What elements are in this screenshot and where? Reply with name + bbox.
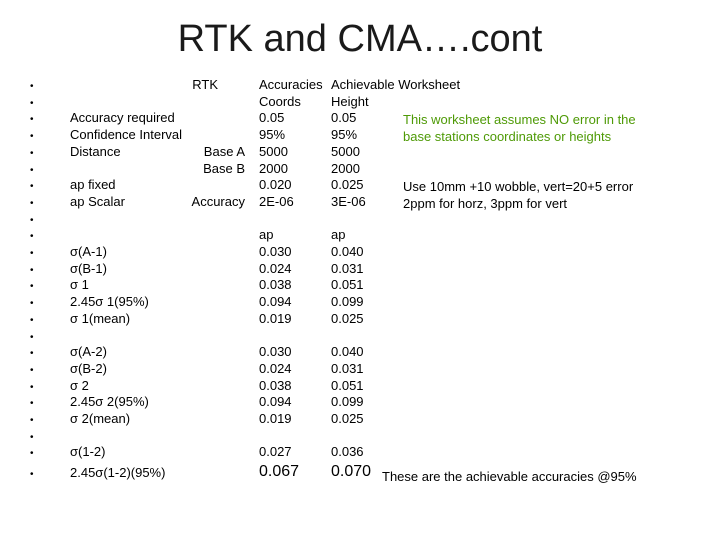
label-cell: σ(A-1) bbox=[70, 244, 107, 259]
coords-cell: 0.019 bbox=[259, 411, 292, 426]
bullet-icon: • bbox=[30, 431, 34, 443]
height-cell: 5000 bbox=[331, 143, 360, 159]
label-cell: σ(1-2) bbox=[70, 444, 106, 460]
coords-cell: 0.019 bbox=[259, 310, 292, 326]
height-cell: Achievable Worksheet bbox=[331, 77, 461, 92]
bullet-icon: • bbox=[30, 81, 34, 92]
height-cell: ap bbox=[331, 227, 346, 243]
height-cell: 2000 bbox=[331, 160, 360, 176]
bullet-icon: • bbox=[30, 97, 34, 109]
height-cell: 3E-06 bbox=[331, 193, 366, 209]
coords-cell: 0.038 bbox=[259, 377, 292, 393]
qualifier-cell: Accuracy bbox=[191, 193, 245, 209]
label-cell: 2.45σ(1-2)(95%) bbox=[70, 465, 166, 481]
ppm-note: 2ppm for horz, 3ppm for vert bbox=[403, 196, 568, 211]
label-cell: Accuracy required bbox=[70, 110, 175, 126]
label-cell: σ 2 bbox=[70, 377, 89, 393]
bullet-icon: • bbox=[30, 131, 34, 143]
qualifier-cell: RTK bbox=[192, 77, 218, 92]
bullet-icon: • bbox=[30, 314, 34, 326]
bullet-icon: • bbox=[30, 381, 34, 393]
coords-cell: 0.024 bbox=[259, 260, 292, 276]
slide-title: RTK and CMA….cont bbox=[177, 18, 543, 60]
label-cell: σ(B-1) bbox=[70, 260, 107, 276]
bullet-icon: • bbox=[30, 281, 34, 293]
height-cell: 0.025 bbox=[331, 411, 364, 426]
height-cell: Height bbox=[331, 93, 369, 109]
coords-cell: 5000 bbox=[259, 143, 288, 159]
height-cell: 0.031 bbox=[331, 360, 364, 376]
bullet-icon: • bbox=[30, 231, 34, 243]
height-cell: 0.051 bbox=[331, 377, 364, 393]
result-note: These are the achievable accuracies @95% bbox=[382, 469, 637, 484]
label-cell: σ(B-2) bbox=[70, 360, 107, 376]
worksheet-note-line-1: This worksheet assumes NO error in the bbox=[403, 112, 636, 127]
worksheet-note-line-2: base stations coordinates or heights bbox=[403, 129, 612, 144]
height-cell: 0.031 bbox=[331, 260, 364, 276]
label-cell: Confidence Interval bbox=[70, 127, 183, 143]
bullet-icon: • bbox=[30, 248, 34, 259]
qualifier-cell: Base B bbox=[203, 160, 245, 176]
bullet-icon: • bbox=[30, 364, 34, 376]
label-cell: σ(A-2) bbox=[70, 344, 107, 360]
coords-cell: 0.027 bbox=[259, 444, 292, 460]
coords-cell: 0.038 bbox=[259, 277, 292, 293]
height-cell: 0.05 bbox=[331, 110, 357, 126]
coords-cell: 0.05 bbox=[259, 110, 285, 126]
height-cell: 0.051 bbox=[331, 277, 364, 293]
coords-cell: 0.030 bbox=[259, 344, 292, 360]
coords-cell: Coords bbox=[259, 93, 301, 109]
height-cell: 0.070 bbox=[331, 463, 372, 481]
wobble-note: Use 10mm +10 wobble, vert=20+5 error bbox=[403, 179, 634, 194]
coords-cell: 95% bbox=[259, 127, 286, 143]
height-cell: 0.025 bbox=[331, 310, 364, 326]
bullet-icon: • bbox=[30, 197, 34, 209]
height-cell: 0.040 bbox=[331, 344, 364, 360]
label-cell: σ 1(mean) bbox=[70, 310, 131, 326]
height-cell: 95% bbox=[331, 127, 358, 143]
coords-cell: 0.094 bbox=[259, 294, 292, 310]
coords-cell: 0.067 bbox=[259, 463, 300, 481]
height-cell: 0.040 bbox=[331, 244, 364, 259]
bullet-icon: • bbox=[30, 448, 34, 460]
bullet-icon: • bbox=[30, 264, 34, 276]
label-cell: 2.45σ 1(95%) bbox=[70, 294, 149, 310]
bullet-icon: • bbox=[30, 298, 34, 310]
label-cell: ap Scalar bbox=[70, 193, 125, 209]
coords-cell: Accuracies bbox=[259, 77, 323, 92]
bullet-icon: • bbox=[30, 181, 34, 193]
bullet-icon: • bbox=[30, 147, 34, 159]
height-cell: 0.036 bbox=[331, 444, 364, 460]
coords-cell: 2000 bbox=[259, 160, 288, 176]
qualifier-cell: Base A bbox=[203, 143, 245, 159]
label-cell: Distance bbox=[70, 143, 121, 159]
coords-cell: 0.094 bbox=[259, 394, 292, 410]
height-cell: 0.099 bbox=[331, 394, 364, 410]
label-cell: ap fixed bbox=[70, 177, 116, 193]
coords-cell: 0.030 bbox=[259, 244, 292, 259]
bullet-icon: • bbox=[30, 331, 34, 343]
height-cell: 0.099 bbox=[331, 294, 364, 310]
height-cell: 0.025 bbox=[331, 177, 364, 193]
bullet-icon: • bbox=[30, 214, 34, 226]
coords-cell: 2E-06 bbox=[259, 193, 294, 209]
coords-cell: 0.024 bbox=[259, 360, 292, 376]
coords-cell: ap bbox=[259, 227, 274, 243]
bullet-icon: • bbox=[30, 114, 34, 126]
bullet-icon: • bbox=[30, 415, 34, 426]
coords-cell: 0.020 bbox=[259, 177, 292, 193]
label-cell: 2.45σ 2(95%) bbox=[70, 394, 149, 410]
label-cell: σ 2(mean) bbox=[70, 411, 131, 426]
label-cell: σ 1 bbox=[70, 277, 89, 293]
bullet-icon: • bbox=[30, 348, 34, 360]
bullet-icon: • bbox=[30, 398, 34, 410]
bullet-icon: • bbox=[30, 164, 34, 176]
bullet-icon: • bbox=[30, 469, 34, 481]
